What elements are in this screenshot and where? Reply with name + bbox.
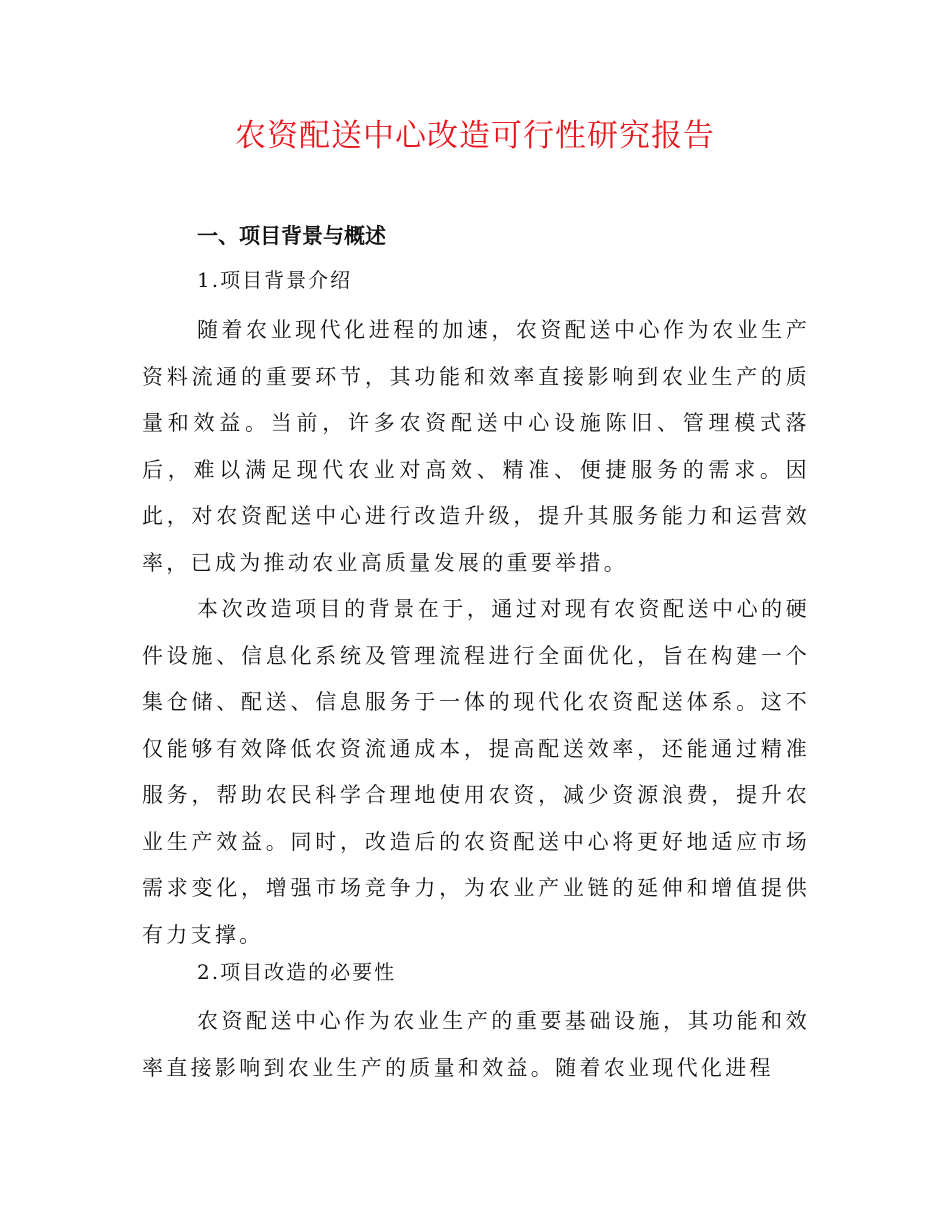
document-title: 农资配送中心改造可行性研究报告 <box>235 118 715 154</box>
section-heading-background: 一、项目背景与概述 <box>197 224 386 248</box>
subsection-heading-necessity: 2.项目改造的必要性 <box>197 960 397 984</box>
subsection-heading-intro: 1.项目背景介绍 <box>197 268 353 292</box>
paragraph-intro: 随着农业现代化进程的加速，农资配送中心作为农业生产资料流通的重要环节，其功能和效率直接影响到农业生产的质量和效益。当前，许多农资配送中心设施陈旧、管理模式落后，难以满足现代农业对高效、精准、便捷服务的需求。因此，对农资配送中心进行改造升级，提升其服务能力和运营效率，已成为推动农业高质量发展的重要举措。 <box>142 318 810 575</box>
paragraph-necessity: 农资配送中心作为农业生产的重要基础设施，其功能和效率直接影响到农业生产的质量和效益。随着农业现代化进程 <box>142 1009 810 1080</box>
paragraph-project-background: 本次改造项目的背景在于，通过对现有农资配送中心的硬件设施、信息化系统及管理流程进行全面优化，旨在构建一个集仓储、配送、信息服务于一体的现代化农资配送体系。这不仅能够有效降低农资流通成本，提高配送效率，还能通过精准服务，帮助农民科学合理地使用农资，减少资源浪费，提升农业生产效益。同时，改造后的农资配送中心将更好地适应市场需求变化，增强市场竞争力，为农业产业链的延伸和增值提供有力支撑。 <box>142 597 810 947</box>
